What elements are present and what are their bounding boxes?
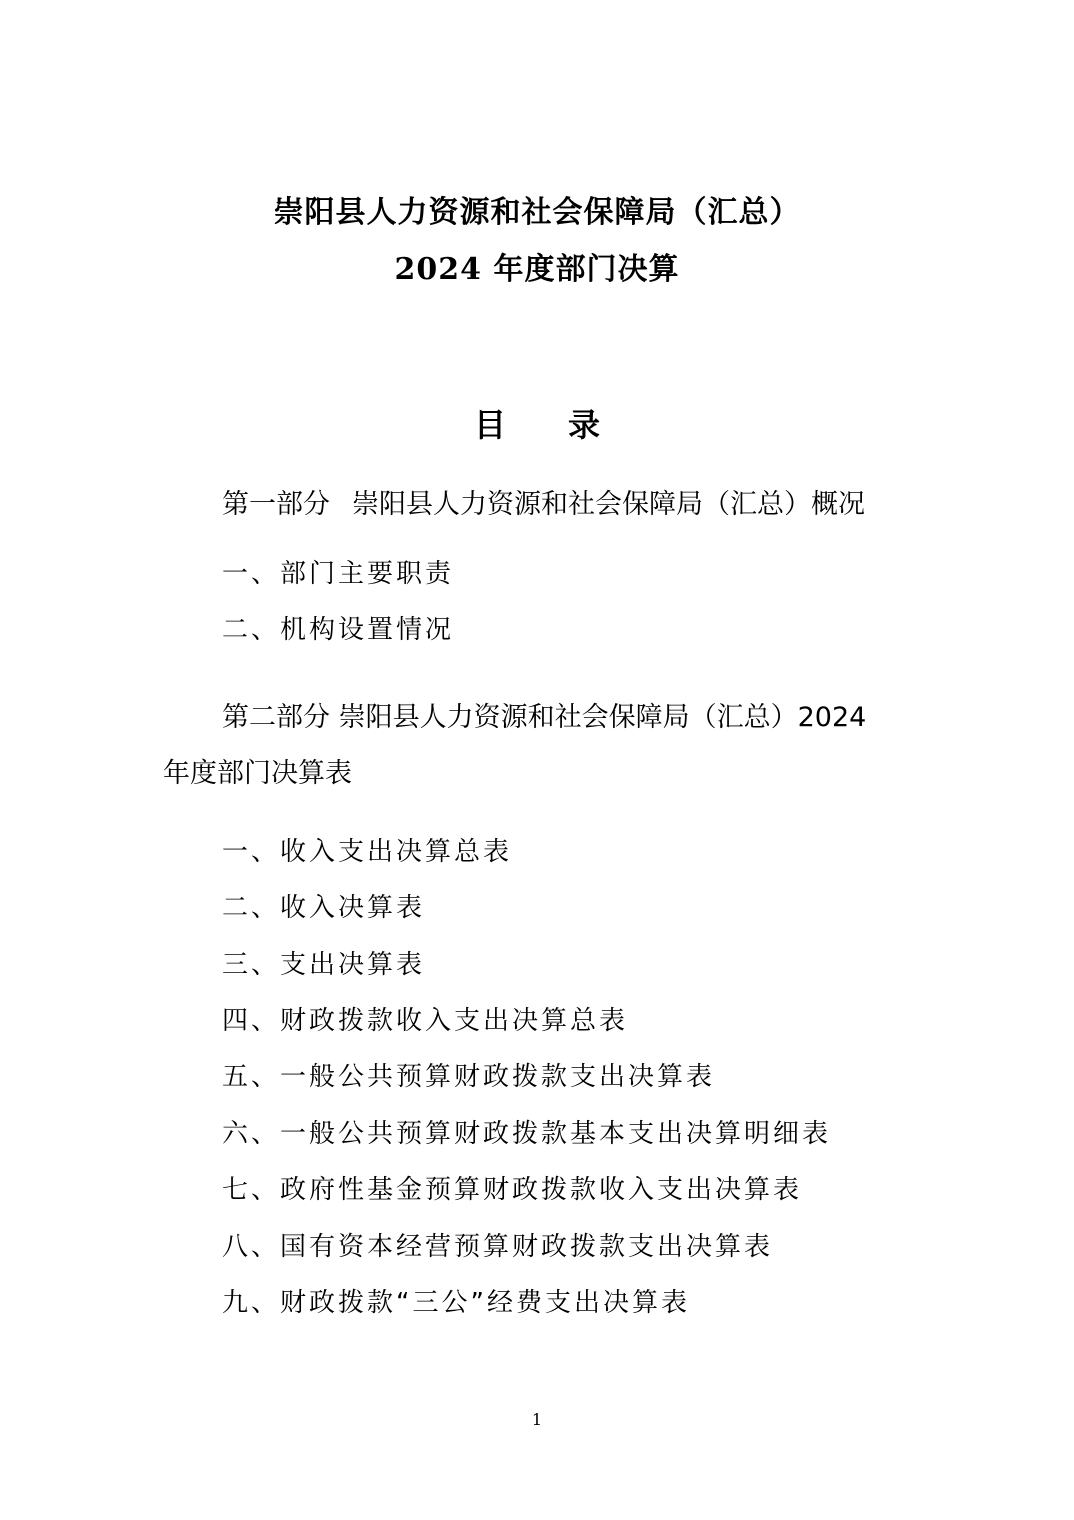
toc-item-part2-9[interactable]: 九、财政拨款“三公”经费支出决算表 (222, 1288, 690, 1318)
toc-heading (0, 403, 1074, 447)
toc-item-part1-2[interactable]: 二、机构设置情况 (222, 615, 455, 645)
toc-part2-heading-line2[interactable]: 年度部门决算表 (163, 758, 352, 789)
toc-item-part2-6[interactable]: 六、一般公共预算财政拨款基本支出决算明细表 (222, 1119, 832, 1149)
toc-part1-label: 第一部分 (222, 489, 330, 520)
toc-part1-title: 崇阳县人力资源和社会保障局（汇总）概况 (352, 489, 865, 520)
toc-item-part1-1[interactable]: 一、部门主要职责 (222, 559, 455, 589)
toc-part1-heading[interactable] (222, 485, 865, 525)
page-number: 1 (531, 1410, 543, 1429)
toc-item-part2-1[interactable]: 一、收入支出决算总表 (222, 837, 513, 867)
toc-heading-char-1: 目 (473, 406, 506, 444)
toc-item-part2-3[interactable]: 三、支出决算表 (222, 950, 426, 980)
toc-item-part2-8[interactable]: 八、国有资本经营预算财政拨款支出决算表 (222, 1232, 774, 1262)
toc-item-part2-2[interactable]: 二、收入决算表 (222, 893, 426, 923)
toc-item-part2-5[interactable]: 五、一般公共预算财政拨款支出决算表 (222, 1062, 716, 1092)
toc-part2-heading-line1[interactable]: 第二部分 崇阳县人力资源和社会保障局（汇总）2024 (222, 702, 867, 733)
document-title: 崇阳县人力资源和社会保障局（汇总） (273, 195, 801, 230)
toc-item-part2-7[interactable]: 七、政府性基金预算财政拨款收入支出决算表 (222, 1175, 803, 1205)
document-subtitle: 2024 年度部门决算 (394, 252, 680, 287)
toc-heading-char-2: 录 (568, 406, 601, 444)
toc-item-part2-4[interactable]: 四、财政拨款收入支出决算总表 (222, 1006, 629, 1036)
